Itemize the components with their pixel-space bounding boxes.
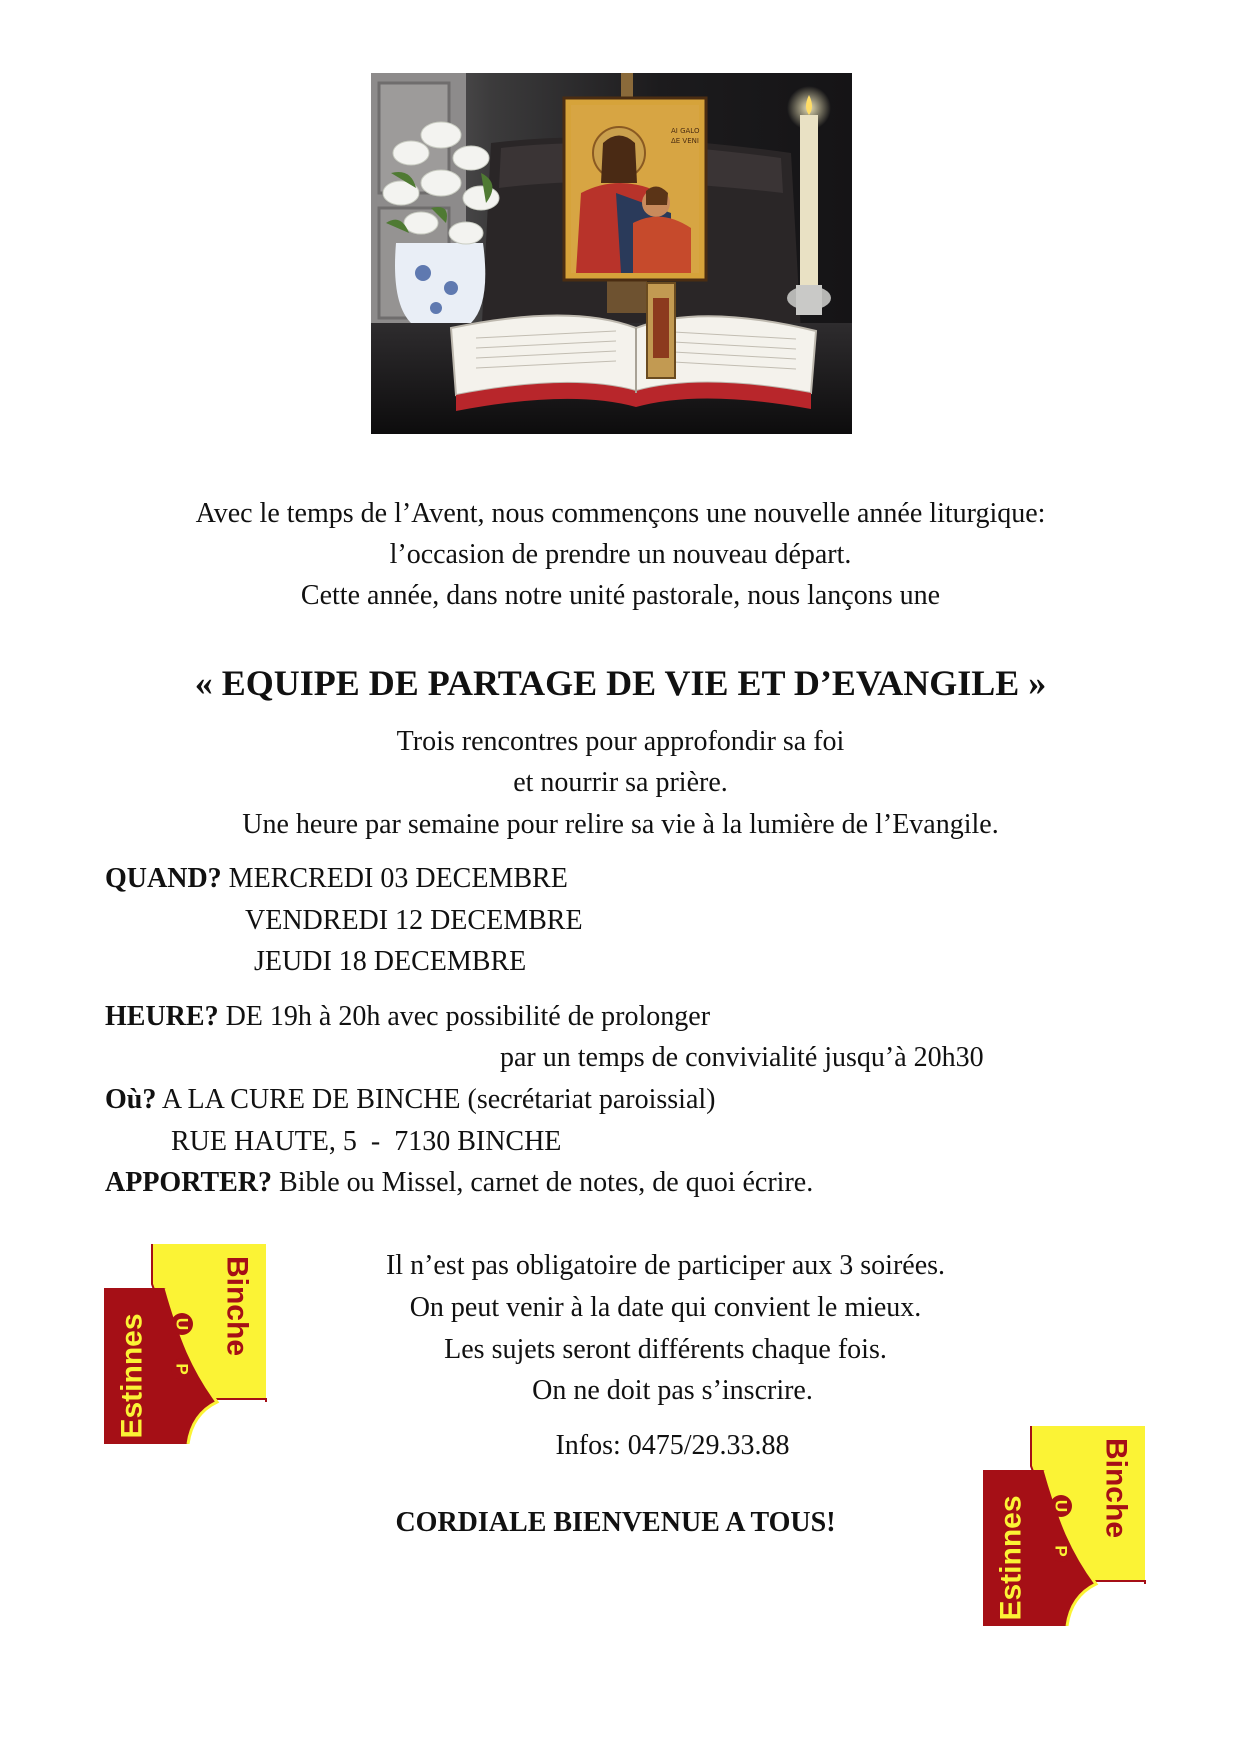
logo-letter-u: U: [172, 1317, 192, 1331]
logo-2-estinnes-text: Estinnes: [994, 1495, 1028, 1621]
logo-binche-text: Binche: [220, 1255, 254, 1357]
logo-graphic-2: [983, 1426, 1148, 1626]
intro-line-3: Cette année, dans notre unité pastorale, nous lançons une: [300, 580, 941, 611]
logo-2-binche-text: Binche: [1099, 1437, 1133, 1539]
page-title: « EQUIPE DE PARTAGE DE VIE ET D’EVANGILE »: [194, 663, 1047, 703]
logo-2-letter-u: U: [1051, 1499, 1071, 1513]
apporter-row: [105, 1166, 813, 1200]
ou-value: A LA CURE DE BINCHE (secrétariat paroissial): [161, 1084, 716, 1115]
subtitle-line-3: Une heure par semaine pour relire sa vie à la lumière de l’Evangile.: [242, 809, 999, 840]
ou-label: Où?: [105, 1084, 157, 1115]
logo-2-letter-p: P: [1051, 1545, 1071, 1557]
ou-address: RUE HAUTE, 5 - 7130 BINCHE: [171, 1126, 562, 1157]
logo-graphic: [104, 1244, 269, 1444]
date-1: MERCREDI 03 DECEMBRE: [228, 863, 568, 894]
heure-label: HEURE?: [105, 1001, 219, 1032]
header-photo: [371, 73, 852, 434]
intro-line-1: Avec le temps de l’Avent, nous commençons une nouvelle année liturgique:: [195, 498, 1046, 529]
logo-estinnes-text: Estinnes: [115, 1313, 149, 1439]
logo-letter-p: P: [172, 1363, 192, 1375]
note-line-4: On ne doit pas s’inscrire.: [532, 1375, 813, 1406]
icon-bible-candle-photo: [371, 73, 852, 434]
apporter-label: APPORTER?: [105, 1167, 273, 1198]
up-binche-estinnes-logo: [104, 1244, 269, 1444]
date-3: JEUDI 18 DECEMBRE: [254, 946, 527, 977]
date-2: VENDREDI 12 DECEMBRE: [245, 905, 583, 936]
ou-row: [105, 1083, 715, 1117]
subtitle-line-1: Trois rencontres pour approfondir sa foi: [396, 726, 845, 757]
svg-text:AI GALO: AI GALO: [671, 127, 700, 135]
note-line-1: Il n’est pas obligatoire de participer aux 3 soirées.: [385, 1250, 946, 1281]
quand-label: QUAND?: [105, 863, 222, 894]
heure-value: DE 19h à 20h avec possibilité de prolonger: [225, 1001, 711, 1032]
heure-row: [105, 1000, 710, 1034]
up-binche-estinnes-logo-2: [983, 1426, 1148, 1626]
heure-value-2: par un temps de convivialité jusqu’à 20h30: [500, 1042, 984, 1073]
apporter-value: Bible ou Missel, carnet de notes, de quoi écrire.: [279, 1167, 814, 1198]
quand-row: [105, 862, 568, 896]
welcome-line: CORDIALE BIENVENUE A TOUS!: [395, 1507, 836, 1538]
note-line-3: Les sujets seront différents chaque fois.: [444, 1334, 887, 1365]
intro-line-2: l’occasion de prendre un nouveau départ.: [389, 539, 852, 570]
svg-text:ΔE VENI: ΔE VENI: [671, 137, 699, 145]
subtitle-line-2: et nourrir sa prière.: [513, 767, 728, 798]
note-line-2: On peut venir à la date qui convient le mieux.: [409, 1292, 922, 1323]
infos-line: Infos: 0475/29.33.88: [555, 1430, 790, 1461]
